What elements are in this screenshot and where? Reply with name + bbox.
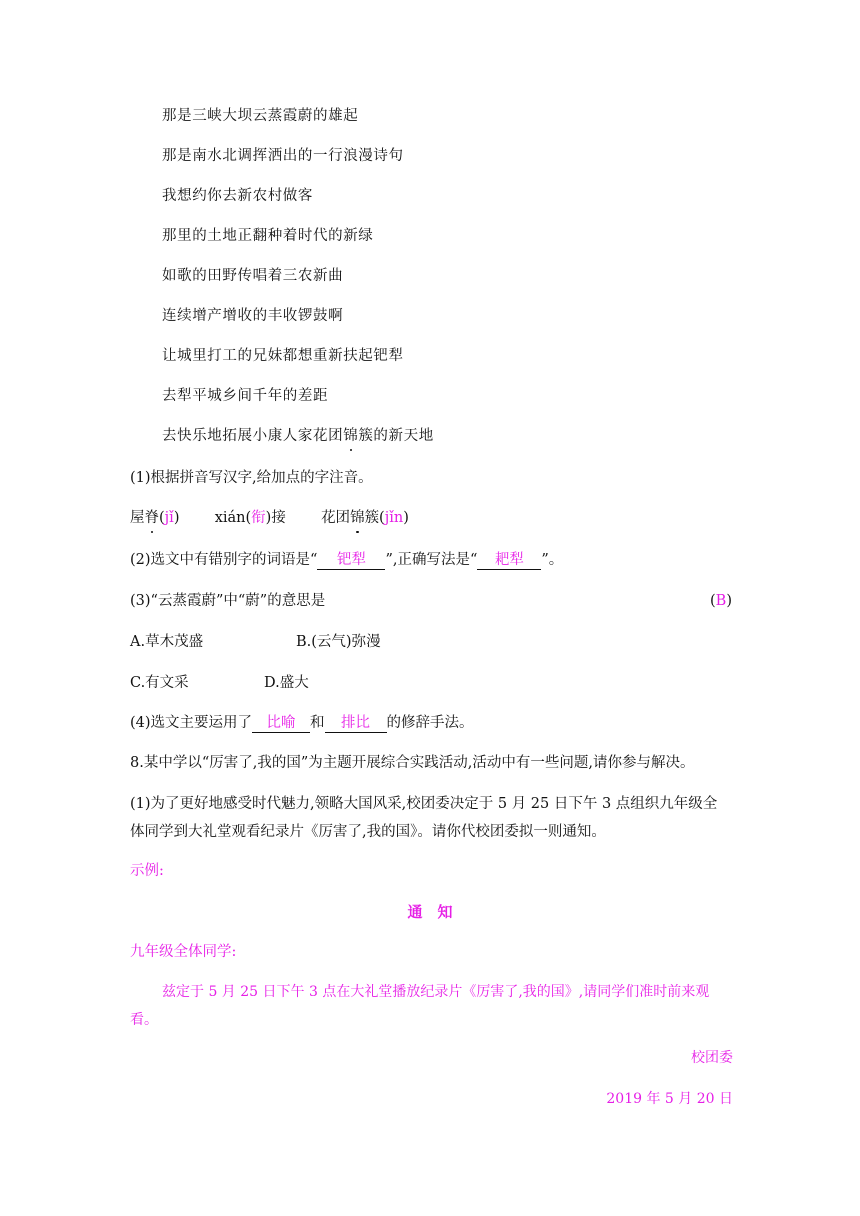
question-1-items: 屋脊(jǐ) xián(衔)接 花团锦簇(jǐn) xyxy=(130,510,409,526)
q4-answer-1: 比喻 xyxy=(252,714,310,733)
q2-answer-2: 耙犁 xyxy=(477,551,541,570)
notice-title: 通 知 xyxy=(407,903,453,921)
dotted-char: 锦 xyxy=(343,428,359,444)
question-2: (2)选文中有错别字的词语是“ 钯犁 ”,正确写法是“ 耙犁 ”。 xyxy=(130,552,564,568)
poem-line-9-before: 去快乐地拓展小康人家花团 xyxy=(162,428,344,444)
q4-answer-2: 排比 xyxy=(325,714,387,733)
poem-line-4: 那里的土地正翻种着时代的新绿 xyxy=(162,228,374,244)
q1-item1-dotted: 脊 xyxy=(144,510,159,526)
question-3: (3)“云蒸霞蔚”中“蔚”的意思是 xyxy=(130,593,326,609)
q8-sub1-line2: 体同学到大礼堂观看纪录片《厉害了,我的国》。请你代校团委拟一则通知。 xyxy=(130,824,606,840)
q3-option-d: D.盛大 xyxy=(264,675,309,691)
q1-item1-pre: 屋 xyxy=(130,510,145,526)
q3-option-a: A.草木茂盛 xyxy=(130,634,204,650)
q3-answer: B xyxy=(715,593,727,609)
poem-line-1: 那是三峡大坝云蒸霞蔚的雄起 xyxy=(162,108,359,124)
poem-line-9 xyxy=(162,426,434,446)
poem-line-2: 那是南水北调挥洒出的一行浪漫诗句 xyxy=(162,148,404,164)
poem-line-9-after: 簇的新天地 xyxy=(358,428,434,444)
q1-item3-dotted: 锦 xyxy=(350,510,365,526)
question-8: 8.某中学以“厉害了,我的国”为主题开展综合实践活动,活动中有一些问题,请你参与解决。 xyxy=(130,755,695,771)
q8-sub1-line1: (1)为了更好地感受时代魅力,领略大国风采,校团委决定于 5 月 25 日下午 3 点组织九年级全 xyxy=(130,796,718,812)
q1-item3-answer: jǐn xyxy=(384,510,404,526)
q1-item2-pre: xián( xyxy=(214,510,252,526)
notice-signature: 校团委 xyxy=(691,1050,733,1066)
q3-option-c: C.有文采 xyxy=(130,675,189,691)
q3-option-b: B.(云气)弥漫 xyxy=(296,634,381,650)
poem-line-7: 让城里打工的兄妹都想重新扶起钯犁 xyxy=(162,348,404,364)
q1-item3-pre: 花团 xyxy=(321,510,351,526)
q1-item2-answer: 衔 xyxy=(251,510,266,526)
q1-item1-answer: jǐ xyxy=(164,510,174,526)
example-label: 示例: xyxy=(130,863,164,879)
notice-body-line2: 看。 xyxy=(130,1012,158,1028)
poem-line-3: 我想约你去新农村做客 xyxy=(162,188,313,204)
notice-date: 2019 年 5 月 20 日 xyxy=(606,1091,733,1107)
poem-line-6: 连续增产增收的丰收锣鼓啊 xyxy=(162,308,344,324)
question-1: (1)根据拼音写汉字,给加点的字注音。 xyxy=(130,470,373,486)
poem-line-8: 去犁平城乡间千年的差距 xyxy=(162,388,329,404)
poem-line-5: 如歌的田野传唱着三农新曲 xyxy=(162,268,344,284)
q3-answer-bracket: (B) xyxy=(710,593,732,609)
notice-body-line1: 兹定于 5 月 25 日下午 3 点在大礼堂播放纪录片《厉害了,我的国》,请同学们准时前来观 xyxy=(162,984,710,1000)
question-4: (4)选文主要运用了 比喻 和 排比 的修辞手法。 xyxy=(130,715,474,731)
q2-answer-1: 钯犁 xyxy=(317,551,385,570)
notice-salutation: 九年级全体同学: xyxy=(130,944,237,960)
